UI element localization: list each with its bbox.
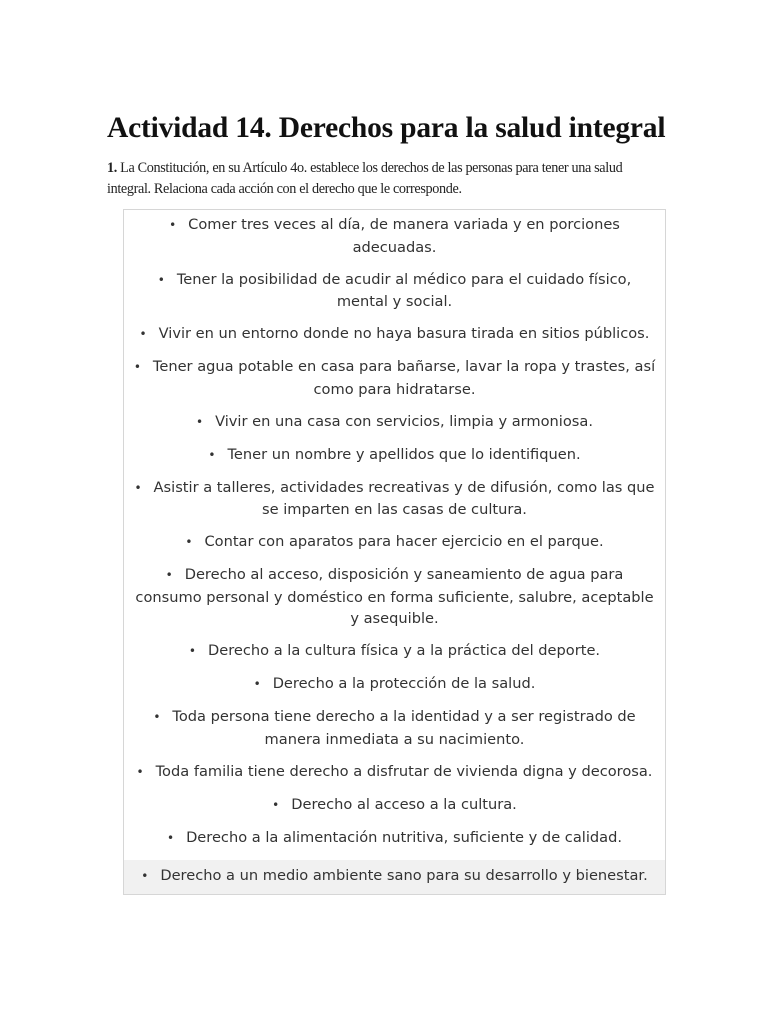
bullet-icon: • — [136, 764, 144, 779]
list-item — [124, 640, 665, 663]
list-item — [124, 531, 665, 554]
list-item — [124, 761, 665, 784]
bullet-icon: • — [134, 480, 142, 495]
list-item-text: Derecho a la cultura física y a la práctica del deporte. — [207, 642, 601, 659]
list-item — [124, 827, 665, 850]
bullet-icon: • — [272, 797, 280, 812]
list-item — [124, 477, 665, 521]
list-item — [124, 673, 665, 696]
list-item-text: Tener un nombre y apellidos que lo identifiquen. — [227, 445, 581, 463]
bullet-icon: • — [253, 677, 261, 691]
bullet-icon: • — [208, 447, 216, 462]
bullet-icon: • — [166, 830, 175, 845]
list-item-text: Derecho a un medio ambiente sano para su desarrollo y bienestar. — [160, 866, 648, 884]
instruction-number: 1. — [107, 160, 117, 176]
document-page — [107, 110, 669, 884]
bullet-icon: • — [141, 868, 149, 883]
list-item-text: Tener agua potable en casa para bañarse, lavar la ropa y trastes, así como para hidratarse. — [152, 358, 656, 398]
list-item-text: Contar con aparatos para hacer ejercicio en el parque. — [204, 533, 604, 550]
bullet-icon: • — [139, 327, 147, 341]
list-item-text: Tener la posibilidad de acudir al médico para el cuidado físico, mental y social. — [176, 270, 632, 310]
list-item — [124, 269, 665, 313]
list-item-text: Asistir a talleres, actividades recreativas y de difusión, como las que se imparten en las casas de cultura. — [153, 478, 655, 518]
list-item-text: Derecho a la protección de la salud. — [272, 675, 536, 692]
list-item-text: Vivir en un entorno donde no haya basura tirada en sitios públicos. — [158, 325, 650, 342]
bullet-icon: • — [196, 414, 204, 429]
bullet-icon: • — [169, 218, 177, 232]
list-item-text: Derecho a la alimentación nutritiva, suficiente y de calidad. — [186, 828, 622, 846]
list-item — [124, 794, 665, 817]
list-item — [124, 444, 665, 467]
list-item — [124, 564, 665, 630]
bullet-icon: • — [185, 535, 193, 549]
list-item — [124, 411, 665, 434]
list-item — [124, 356, 665, 400]
list-item-text: Comer tres veces al día, de manera variada y en porciones adecuadas. — [188, 216, 620, 256]
bullet-icon: • — [165, 568, 173, 582]
list-item-text: Vivir en una casa con servicios, limpia y armoniosa. — [215, 412, 593, 430]
bullet-icon: • — [153, 710, 161, 724]
instruction-paragraph — [107, 158, 669, 200]
page-title: Actividad 14. Derechos para la salud integral — [107, 112, 666, 144]
bullet-icon: • — [157, 272, 165, 287]
list-item — [124, 706, 665, 750]
list-item-text: Derecho al acceso a la cultura. — [291, 795, 517, 813]
list-item-text: Toda familia tiene derecho a disfrutar de vivienda digna y decorosa. — [155, 762, 653, 780]
list-item-text: Derecho al acceso, disposición y saneamiento de agua para consumo personal y doméstico en forma suficiente, salubre, aceptable y asequible. — [135, 566, 654, 627]
list-item — [124, 214, 665, 258]
instruction-text: La Constitución, en su Artículo 4o. establece los derechos de las personas para tener una salud integral. Relaciona cada acción con el derecho que le corresponde. — [107, 160, 623, 197]
bullet-icon: • — [188, 644, 196, 658]
bullet-icon: • — [133, 360, 141, 374]
list-item — [124, 860, 665, 895]
list-item-text: Toda persona tiene derecho a la identidad y a ser registrado de manera inmediata a su nacimiento. — [172, 708, 636, 748]
list-item — [124, 323, 665, 346]
matching-list — [123, 209, 666, 895]
